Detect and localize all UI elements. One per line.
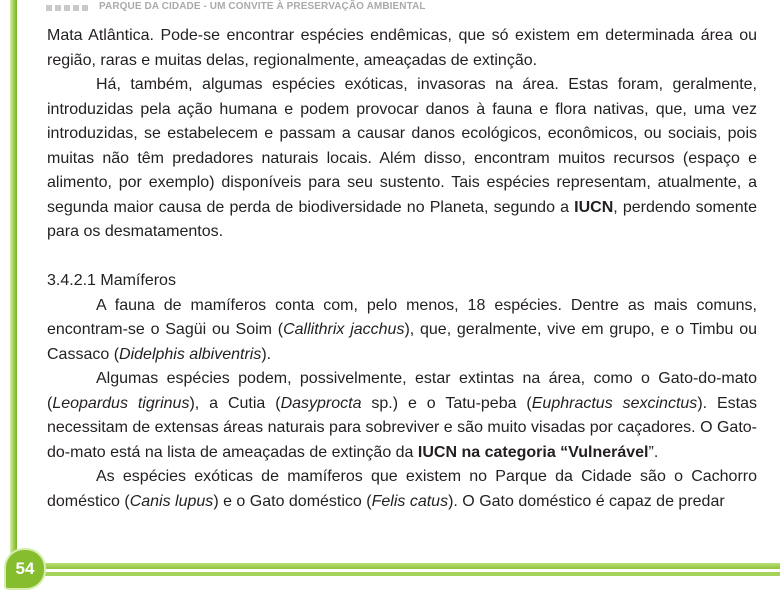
paragraph-text: ), que, geralmente, vive em grupo, e o Timbu ou Cassaco ( [47,321,758,363]
left-margin-bar [10,0,17,556]
paragraph-text: Algumas espécies podem, possivelmente, estar extintas na área, como o Gato-do-mato ( [47,370,757,412]
species-name: Canis lupus [129,492,214,510]
running-header: PARQUE DA CIDADE - UM CONVITE À PRESERVAÇÃO AMBIENTAL [99,1,426,12]
paragraph-text: ), a Cutia ( [189,394,281,412]
paragraph-text: A fauna de mamíferos conta com, pelo menos, 18 espécies. Dentre as mais comuns, encontram-se o Sagüi ou Soim ( [47,296,757,338]
paragraph-extinct-species [47,367,757,465]
paragraph-text: ). [261,345,272,363]
paragraph-text: sp.) e o Tatu-peba ( [361,394,532,412]
iucn-bold: IUCN [574,198,614,216]
species-name: Felis catus [371,492,449,510]
page-body [47,24,757,514]
iucn-category-bold: IUCN na categoria “Vulnerável [417,443,649,461]
footer-rule [40,563,780,569]
header-dash-ornament [46,5,89,11]
species-name: Euphractus sexcinctus [531,394,698,412]
paragraph-continuation [47,24,757,73]
paragraph-exotic-mammals [47,465,757,514]
page-number-badge [4,548,46,590]
paragraph-text: ). O Gato doméstico é capaz de predar [448,492,725,510]
paragraph-text: ”. [648,443,659,461]
species-name: Didelphis albiventris [119,345,262,363]
page-number: 54 [15,559,35,578]
paragraph-text: ) e o Gato doméstico ( [213,492,372,510]
paragraph-exotic-species [47,73,757,245]
section-heading: 3.4.2.1 Mamíferos [47,272,176,289]
paragraph-text: Mata Atlântica. Pode-se encontrar espécies endêmicas, que só existem em determinada área ou região, raras e muitas delas, regionalmente, ameaçadas de extinção. [47,27,757,69]
paragraph-mammal-fauna [47,294,757,368]
paragraph-text: ). Estas necessitam de extensas áreas naturais para sobreviver e são muito visadas por caçadores. O Gato-do-mato está na lista de ameaçadas de extinção da [47,394,758,461]
paragraph-text: Há, também, algumas espécies exóticas, invasoras na área. Estas foram, geralmente, introduzidas pela ação humana e podem provocar danos à fauna e flora nativas, que, uma vez introduzidas, se estabelecem e passam a causar danos ecológicos, econômicos, ou sociais, pois muitas não têm predadores naturais locais. Além disso, encontram muitos recursos (espaço e alimento, por exemplo) disponíveis para seu sustento. Tais espécies representam, atualmente, a segunda maior causa de perda de biodiversidade no Planeta, segundo a [47,76,757,216]
footer-rule-secondary [40,572,780,576]
species-name: Callithrix jacchus [283,321,405,338]
paragraph-text: , perdendo somente para os desmatamentos. [47,198,757,240]
paragraph-text: As espécies exóticas de mamíferos que existem no Parque da Cidade são o Cachorro doméstico ( [47,468,757,510]
species-name: Dasyprocta [280,394,362,412]
species-name: Leopardus tigrinus [52,394,190,412]
